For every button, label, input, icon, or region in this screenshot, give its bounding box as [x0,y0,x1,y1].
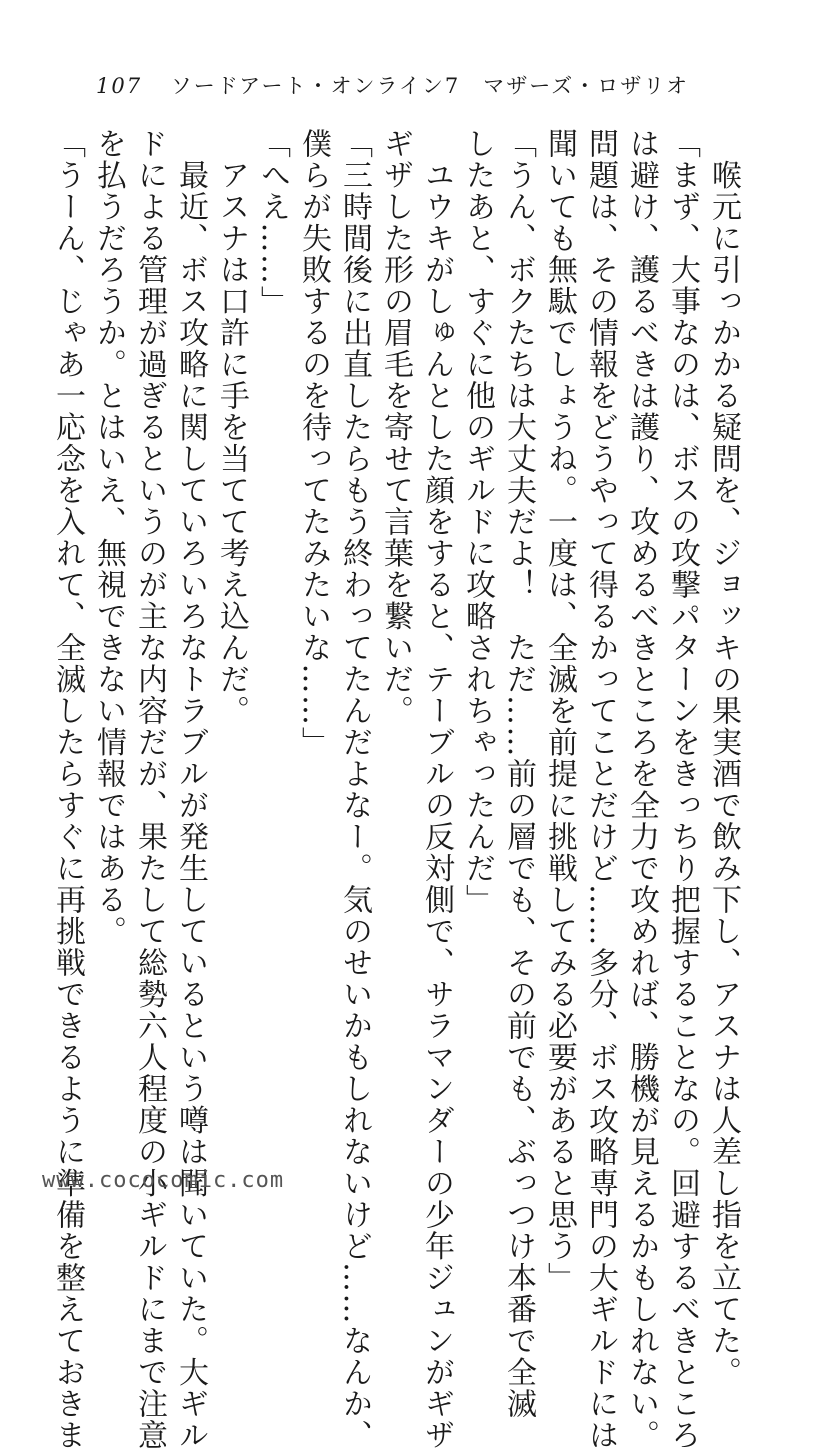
site-watermark: www.cococomic.com [42,1168,285,1193]
text-line: 喉元に引っかかる疑問を、ジョッキの果実酒で飲み下し、アスナは人差し指を立てた。 [706,128,741,1388]
text-line: ユウキがしゅんとした顔をすると、テーブルの反対側で、サラマンダーの少年ジュンがギザ [419,128,454,1451]
text-line: ドによる管理が過ぎるというのが主な内容だが、果たして総勢六人程度の小ギルドにまで注意 [132,128,167,1451]
text-line: 「うーん、じゃあ一応念を入れて、全滅したらすぐに再挑戦できるように準備を整えておきま [50,128,85,1451]
text-line: 問題は、その情報をどうやって得るかってことだけど……多分、ボス攻略専門の大ギルドには [583,128,618,1451]
text-line: ギザした形の眉毛を寄せて言葉を繋いだ。 [378,128,413,727]
running-header [96,70,689,100]
text-line: を払うだろうか。とはいえ、無視できない情報ではある。 [91,128,126,947]
text-line: 「うん、ボクたちは大丈夫だよ！ ただ……前の層でも、その前でも、ぶっつけ本番で全滅 [501,128,536,1420]
text-line: アスナは口許に手を当てて考え込んだ。 [214,128,249,727]
text-line: 「三時間後に出直したらもう終わってたんだよなー。気のせいかもしれないけど……なんか、 [337,128,372,1451]
text-line: 聞いても無駄でしょうね。一度は、全滅を前提に挑戦してみる必要があると思う」 [542,128,577,1294]
book-title: ソードアート・オンライン7 マザーズ・ロザリオ [170,74,689,98]
text-line: 最近、ボス攻略に関していろいろなトラブルが発生しているという噂は聞いていた。大ギル [173,128,208,1451]
text-line: 「へえ……」 [255,128,290,317]
text-line: 僕らが失敗するのを待ってたみたいな……」 [296,128,331,758]
text-line: 「まず、大事なのは、ボスの攻撃パターンをきっちり把握することなの。回避するべきところ [665,128,700,1451]
text-line: したあと、すぐに他のギルドに攻略されちゃったんだ」 [460,128,495,916]
page-number: 107 [96,74,143,98]
text-line: は避け、護るべきは護り、攻めるべきところを全力で攻めれば、勝機が見えるかもしれない。 [624,128,659,1451]
